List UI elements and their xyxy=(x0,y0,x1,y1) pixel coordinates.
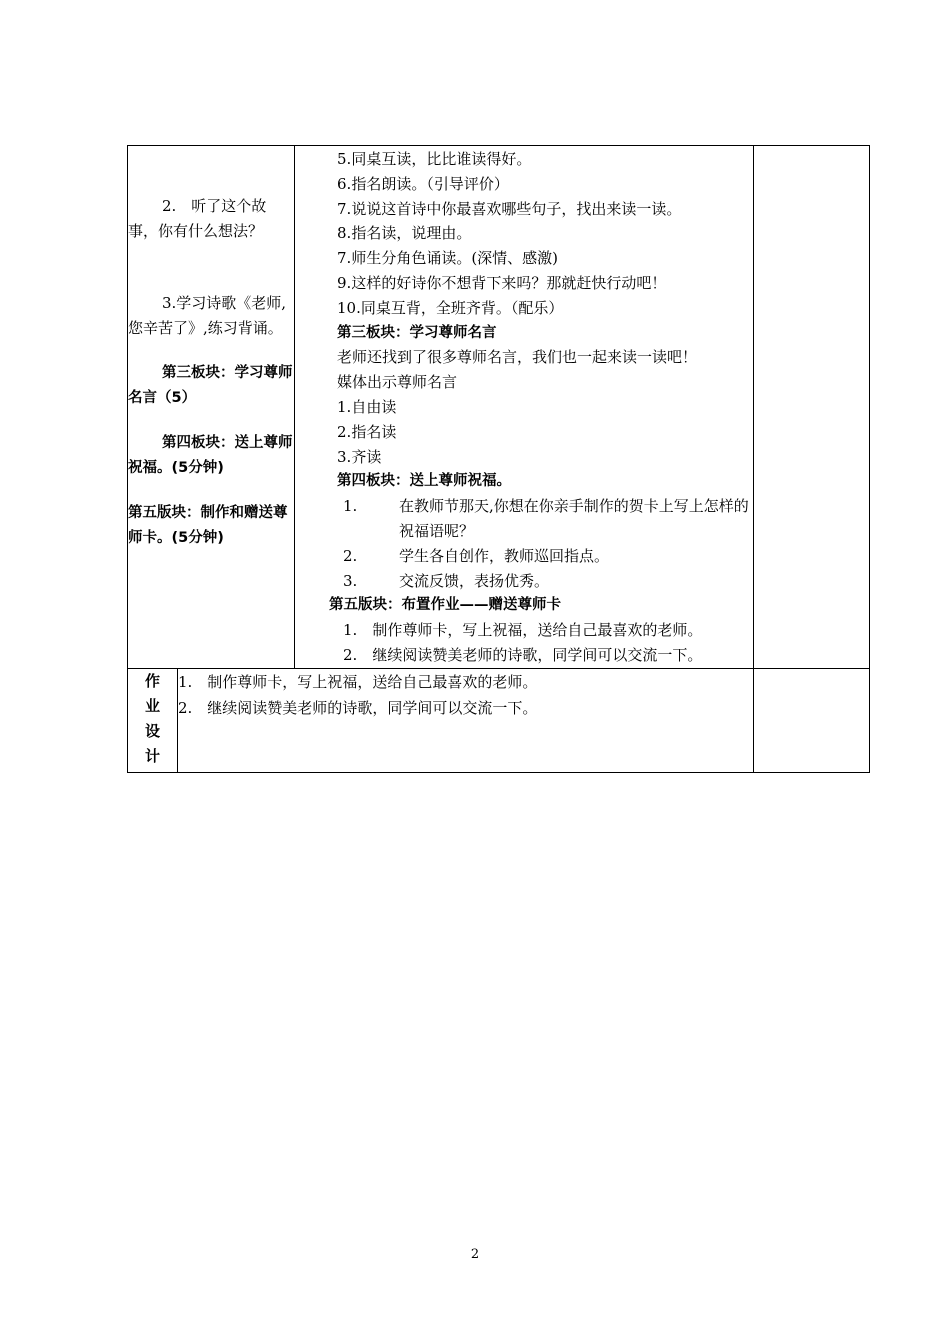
homework-label xyxy=(128,668,178,772)
block4-item-number: 2. xyxy=(343,546,358,565)
activity-line: 10.同桌互背，全班齐背。（配乐） xyxy=(337,298,564,317)
homework-notes-cell xyxy=(754,668,870,772)
block4-item-text: 学生各自创作，教师巡回指点。 xyxy=(399,546,610,565)
step-2-text: 2. 听了这个故事，你有什么想法？ xyxy=(128,197,267,240)
block4-item-number: 3. xyxy=(343,571,358,590)
block3-label: 第三板块：学习尊师名言（5） xyxy=(128,365,293,406)
homework-item: 2. 继续阅读赞美老师的诗歌，同学间可以交流一下。 xyxy=(178,698,538,717)
activity-line: 6.指名朗读。（引导评价） xyxy=(337,174,509,193)
block4-item-text: 交流反馈，表扬优秀。 xyxy=(399,571,550,590)
block3-line: 媒体出示尊师名言 xyxy=(337,373,458,392)
block4-label: 第四板块：送上尊师祝福。(5分钟) xyxy=(128,435,293,476)
block5-item: 2. 继续阅读赞美老师的诗歌，同学间可以交流一下。 xyxy=(343,645,703,664)
homework-content-cell xyxy=(178,668,754,772)
homework-item: 1. 制作尊师卡，写上祝福，送给自己最喜欢的老师。 xyxy=(178,672,538,691)
block4-item xyxy=(295,569,753,594)
activity-content-cell xyxy=(295,146,754,669)
block3-line: 1.自由读 xyxy=(337,397,397,416)
homework-row xyxy=(128,668,870,772)
block5-heading: 第五版块：布置作业——赠送尊师卡 xyxy=(329,597,562,614)
block5-label: 第五版块：制作和赠送尊师卡。(5分钟) xyxy=(128,505,288,546)
block3-line: 老师还找到了很多尊师名言，我们也一起来读一读吧！ xyxy=(337,348,698,367)
homework-label-char: 作 xyxy=(144,671,160,690)
step-3-text: 3.学习诗歌《老师,您辛苦了》,练习背诵。 xyxy=(128,294,287,337)
block4-item xyxy=(295,494,753,544)
process-steps-cell xyxy=(128,146,295,669)
block3-line: 2.指名读 xyxy=(337,422,397,441)
homework-label-char: 计 xyxy=(144,746,160,765)
activity-line: 8.指名读，说理由。 xyxy=(337,224,472,243)
block4-item-text: 在教师节那天,你想在你亲手制作的贺卡上写上怎样的祝福语呢？ xyxy=(399,497,749,540)
block4-item xyxy=(295,544,753,569)
notes-cell xyxy=(754,146,870,669)
activity-line: 9.这样的好诗你不想背下来吗？那就赶快行动吧！ xyxy=(337,273,667,292)
page-number: 2 xyxy=(470,1247,480,1262)
block3-line: 3.齐读 xyxy=(337,447,382,466)
block3-heading: 第三板块：学习尊师名言 xyxy=(337,324,497,341)
homework-label-char: 业 xyxy=(144,696,160,715)
lesson-plan-table xyxy=(127,145,870,773)
block4-heading: 第四板块：送上尊师祝福。 xyxy=(337,473,512,490)
activity-line: 5.同桌互读，比比谁读得好。 xyxy=(337,150,532,168)
activity-line: 7.说说这首诗中你最喜欢哪些句子，找出来读一读。 xyxy=(337,199,682,218)
block4-item-number: 1. xyxy=(343,497,358,516)
lesson-process-row xyxy=(128,146,870,669)
activity-line: 7.师生分角色诵读。(深情、感激) xyxy=(337,249,559,268)
block5-item: 1. 制作尊师卡，写上祝福，送给自己最喜欢的老师。 xyxy=(343,621,703,640)
homework-label-char: 设 xyxy=(144,721,160,740)
